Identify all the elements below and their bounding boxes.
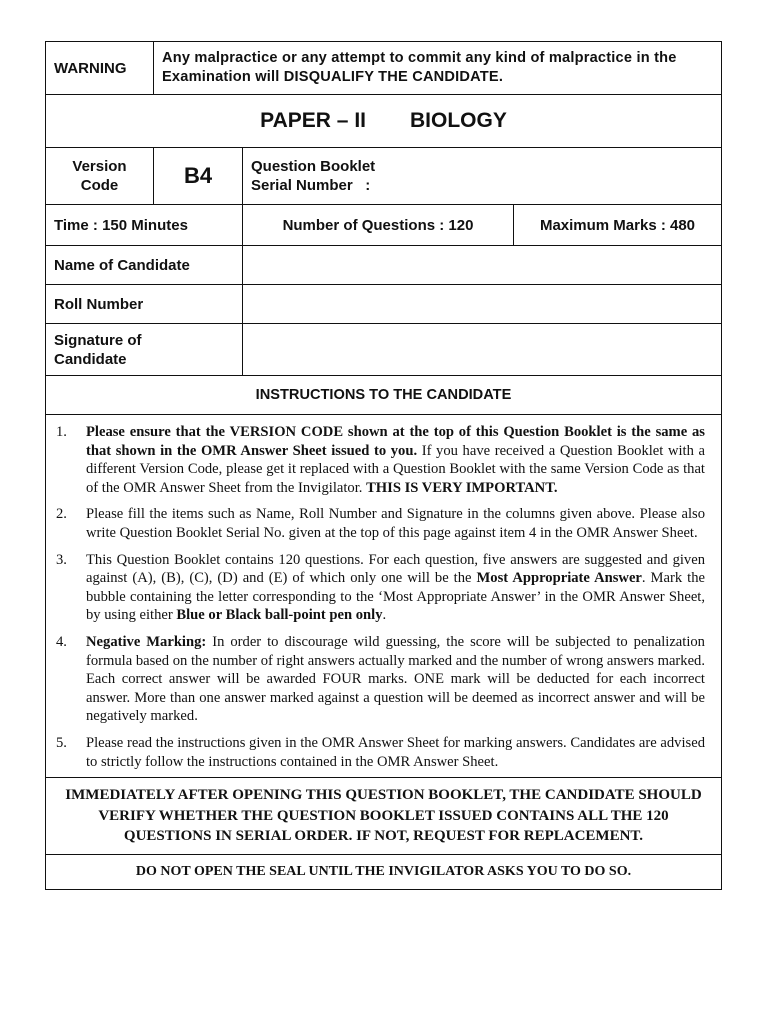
item-number: 3.	[56, 551, 67, 568]
time-info: Time : 150 Minutes	[46, 205, 243, 245]
paper-title-row	[46, 95, 721, 148]
roll-row	[46, 285, 721, 324]
paper-title	[46, 95, 721, 147]
instructions-heading-row	[46, 376, 721, 415]
notice-row	[46, 778, 721, 855]
roll-label: Roll Number	[46, 285, 243, 323]
paper-number: PAPER – II	[260, 109, 366, 132]
signature-field[interactable]	[243, 324, 721, 375]
item-number: 1.	[56, 424, 67, 440]
name-field[interactable]	[243, 246, 721, 284]
version-code-value: B4	[154, 148, 243, 204]
marks-info: Maximum Marks : 480	[539, 216, 696, 234]
item-number: 4.	[56, 633, 67, 650]
item-number: 2.	[56, 506, 67, 523]
paper-subject: BIOLOGY	[409, 109, 507, 132]
list-item: 4. Negative Marking: In order to discourage wild guessing, the score will be subjected to penalization formula based on the number of right answers actually marked and the number of wrong answers marked. Each correct answer will be awarded FOUR marks. ONE mark will be deducted for each incorrect answer. More than one answer marked against a question will be deemed as incorrect answer and will be negatively marked.	[56, 633, 705, 725]
exam-cover-sheet	[45, 41, 722, 890]
version-code-label	[46, 148, 154, 204]
name-row	[46, 246, 721, 285]
seal-row	[46, 855, 721, 889]
name-label: Name of Candidate	[46, 246, 243, 284]
serial-label-line1: Question Booklet	[251, 158, 376, 175]
list-item: 2. Please fill the items such as Name, Roll Number and Signature in the columns given above. Please also write Question Booklet Serial No. given at the top of this page against item 4 in the OMR Answer Sheet.	[56, 506, 705, 541]
roll-field[interactable]	[243, 285, 721, 323]
signature-row	[46, 324, 721, 376]
instructions-heading: INSTRUCTIONS TO THE CANDIDATE	[255, 387, 512, 403]
warning-label: WARNING	[46, 42, 154, 94]
signature-label-line2: Candidate	[54, 350, 127, 368]
list-item: 1. Please ensure that the VERSION CODE shown at the top of this Question Booklet is the same as that shown in the OMR Answer Sheet issued to you. If you have received a Question Booklet with a different Version Code, please get it replaced with a Question Booklet with the same Version Code as that of the OMR Answer Sheet from the Invigilator. THIS IS VERY IMPORTANT.	[56, 424, 705, 496]
item-number: 5.	[56, 734, 67, 751]
instructions-list	[46, 415, 721, 777]
warning-row	[46, 42, 721, 95]
version-label-line1: Version	[72, 158, 127, 175]
list-item: 3. This Question Booklet contains 120 questions. For each question, five answers are suggested and given against (A), (B), (C), (D) and (E) of which only one will be the Most Appropriate Answer. Mark the bubble containing the letter corresponding to the ‘Most Appropriate Answer’ in the OMR Answer Sheet, by using either Blue or Black ball-point pen only.	[56, 551, 705, 624]
version-label-line2: Code	[80, 177, 119, 194]
warning-text: Any malpractice or any attempt to commit any kind of malpractice in the Examination will DISQUALIFY THE CANDIDATE.	[162, 50, 677, 85]
signature-label	[46, 324, 243, 375]
instructions-row	[46, 415, 721, 778]
version-row	[46, 148, 721, 205]
verify-notice: IMMEDIATELY AFTER OPENING THIS QUESTION BOOKLET, THE CANDIDATE SHOULD VERIFY WHETHER THE QUESTION BOOKLET ISSUED CONTAINS ALL THE 120 QUESTIONS IN SERIAL ORDER. IF NOT, REQUEST FOR REPLACEMENT.	[65, 787, 702, 845]
seal-notice: DO NOT OPEN THE SEAL UNTIL THE INVIGILATOR ASKS YOU TO DO SO.	[135, 863, 632, 879]
questions-info: Number of Questions : 120	[243, 205, 514, 245]
signature-label-line1: Signature of	[54, 331, 142, 349]
serial-number-label	[243, 148, 721, 204]
exam-info-row	[46, 205, 721, 246]
serial-label-line2: Serial Number :	[251, 177, 371, 194]
list-item: 5. Please read the instructions given in the OMR Answer Sheet for marking answers. Candidates are advised to strictly follow the instructions contained in the OMR Answer Sheet.	[56, 734, 705, 770]
